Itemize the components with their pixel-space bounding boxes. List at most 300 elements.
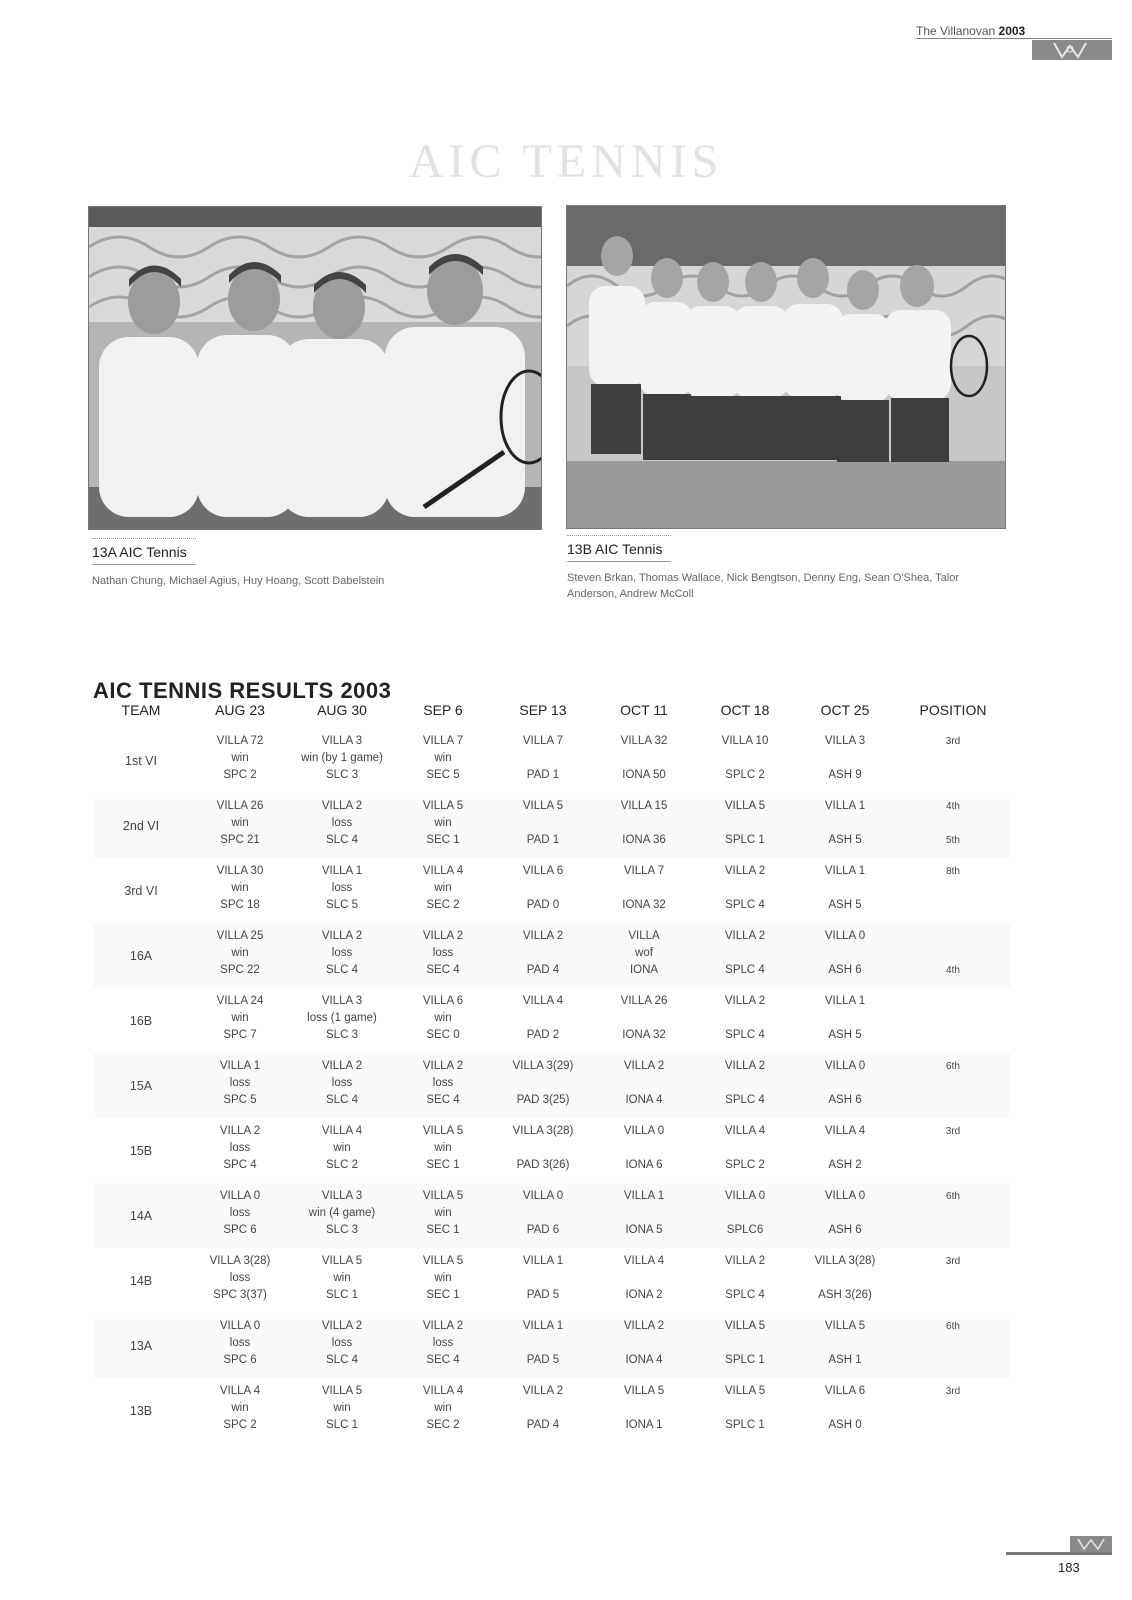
result-cell: [695, 1118, 795, 1183]
result-line: VILLA 4: [522, 995, 564, 1007]
result-line: VILLA 3: [824, 735, 866, 747]
position-text: [895, 1205, 1011, 1222]
result-line: [493, 1205, 593, 1222]
result-line: [695, 1205, 795, 1222]
position-text: 3rd: [945, 1386, 961, 1397]
photo-caption-13b: [567, 535, 997, 602]
result-line: [593, 815, 695, 832]
result-line: VILLA 5: [623, 1385, 665, 1397]
result-line: VILLA 24: [216, 995, 264, 1007]
result-line: VILLA 5: [321, 1255, 363, 1267]
result-cell: [695, 1313, 795, 1378]
result-line: VILLA 4: [724, 1125, 766, 1137]
result-line: IONA 5: [625, 1224, 663, 1236]
position-text: 6th: [946, 1191, 960, 1202]
position-text: [895, 928, 1011, 945]
results-row: [93, 1313, 1011, 1378]
result-line: VILLA 2: [724, 995, 766, 1007]
position-text: [895, 750, 1011, 767]
result-line: VILLA 2: [321, 800, 363, 812]
position-cell: [895, 1378, 1011, 1443]
result-line: PAD 6: [526, 1224, 560, 1236]
result-cell: [493, 1248, 593, 1313]
result-line: VILLA 1: [824, 865, 866, 877]
result-line: VILLA 2: [321, 1320, 363, 1332]
result-line: IONA 2: [625, 1289, 663, 1301]
result-line: VILLA 2: [724, 1060, 766, 1072]
result-line: VILLA 72: [216, 735, 264, 747]
result-line: VILLA 2: [724, 930, 766, 942]
position-cell: [895, 1313, 1011, 1378]
result-cell: [493, 1118, 593, 1183]
results-row: [93, 793, 1011, 858]
position-cell: [895, 728, 1011, 793]
result-line: [493, 815, 593, 832]
position-text: 5th: [946, 835, 960, 846]
result-line: ASH 2: [828, 1159, 862, 1171]
result-line: [795, 1075, 895, 1092]
result-line: [593, 880, 695, 897]
result-cell: [189, 1183, 291, 1248]
result-line: PAD 5: [526, 1289, 560, 1301]
result-line: VILLA 5: [522, 800, 564, 812]
result-line: VILLA 0: [219, 1320, 261, 1332]
position-text: 4th: [946, 965, 960, 976]
results-row: [93, 1053, 1011, 1118]
result-line: SPC 2: [223, 1419, 257, 1431]
result-line: VILLA 0: [824, 1190, 866, 1202]
result-cell: [795, 1053, 895, 1118]
result-cell: [189, 923, 291, 988]
position-text: [895, 1092, 1011, 1109]
result-line: [593, 1075, 695, 1092]
result-line: SPLC 4: [725, 1029, 765, 1041]
result-line: SEC 2: [426, 1419, 460, 1431]
result-line: VILLA 32: [620, 735, 668, 747]
result-line: [593, 1400, 695, 1417]
result-line: VILLA 15: [620, 800, 668, 812]
result-line: VILLA 3: [321, 735, 363, 747]
result-line: SLC 2: [326, 1159, 358, 1171]
result-line: [795, 1270, 895, 1287]
result-line: PAD 3(26): [516, 1159, 570, 1171]
position-text: [895, 1417, 1011, 1434]
result-cell: [291, 858, 393, 923]
result-line: [795, 1010, 895, 1027]
position-text: 4th: [946, 801, 960, 812]
results-row: [93, 988, 1011, 1053]
results-heading: AIC TENNIS RESULTS 2003: [93, 678, 392, 704]
result-line: [695, 1140, 795, 1157]
result-line: SPC 6: [223, 1354, 257, 1366]
result-line: [695, 1400, 795, 1417]
caption-names: Steven Brkan, Thomas Wallace, Nick Bengtson, Denny Eng, Sean O'Shea, Talor Anderson, Andrew McColl: [567, 572, 959, 600]
result-cell: [593, 1378, 695, 1443]
result-cell: [493, 858, 593, 923]
column-header: SEP 6: [423, 702, 463, 718]
result-line: IONA 36: [622, 834, 666, 846]
result-line: SEC 1: [426, 834, 460, 846]
result-line: VILLA 2: [422, 1320, 464, 1332]
result-line: [593, 750, 695, 767]
result-line: loss: [331, 817, 353, 829]
result-cell: [593, 1118, 695, 1183]
result-cell: [291, 1118, 393, 1183]
result-line: VILLA 1: [522, 1320, 564, 1332]
result-line: wof: [635, 947, 653, 959]
position-text: 3rd: [945, 1256, 961, 1267]
result-line: VILLA 2: [522, 1385, 564, 1397]
page-footer: [1006, 1536, 1112, 1580]
result-line: win: [231, 752, 249, 764]
position-text: [895, 1010, 1011, 1027]
position-text: 3rd: [945, 736, 961, 747]
caption-rule: [567, 535, 671, 536]
result-line: VILLA 25: [216, 930, 264, 942]
result-line: SEC 1: [426, 1224, 460, 1236]
result-line: [795, 750, 895, 767]
result-line: SEC 4: [426, 1354, 460, 1366]
results-row: [93, 1183, 1011, 1248]
result-line: IONA 4: [625, 1094, 663, 1106]
result-cell: [695, 793, 795, 858]
result-cell: [593, 858, 695, 923]
result-line: SLC 4: [326, 1354, 358, 1366]
running-header-text: [916, 24, 1025, 38]
result-line: SLC 3: [326, 1029, 358, 1041]
result-line: VILLA 1: [219, 1060, 261, 1072]
result-cell: [493, 728, 593, 793]
result-cell: [291, 1053, 393, 1118]
result-line: ASH 5: [828, 899, 862, 911]
result-line: SPC 4: [223, 1159, 257, 1171]
result-cell: [593, 1313, 695, 1378]
result-cell: [493, 793, 593, 858]
result-line: ASH 5: [828, 1029, 862, 1041]
result-line: SLC 4: [326, 964, 358, 976]
result-line: VILLA 6: [824, 1385, 866, 1397]
column-header: OCT 25: [820, 702, 870, 718]
team-name: 1st VI: [125, 753, 157, 768]
result-line: IONA: [629, 964, 659, 976]
result-line: SPLC 1: [725, 1419, 765, 1431]
result-line: loss: [432, 1337, 454, 1349]
result-cell: [493, 1053, 593, 1118]
result-line: loss: [331, 1337, 353, 1349]
column-header: AUG 23: [215, 702, 265, 718]
result-line: VILLA 10: [721, 735, 769, 747]
position-text: [895, 1027, 1011, 1044]
team-name: 14A: [93, 1183, 189, 1248]
result-line: VILLA 4: [623, 1255, 665, 1267]
result-line: [695, 815, 795, 832]
result-cell: [291, 1183, 393, 1248]
result-line: SEC 0: [426, 1029, 460, 1041]
result-line: ASH 6: [828, 964, 862, 976]
result-line: [795, 1400, 895, 1417]
result-line: SPC 5: [223, 1094, 257, 1106]
position-text: [895, 1222, 1011, 1239]
position-text: 8th: [946, 866, 960, 877]
result-line: VILLA 3(29): [512, 1060, 574, 1072]
result-line: win: [333, 1272, 351, 1284]
result-cell: [593, 923, 695, 988]
result-cell: [493, 1378, 593, 1443]
result-line: VILLA 30: [216, 865, 264, 877]
result-line: win: [231, 882, 249, 894]
position-text: [895, 815, 1011, 832]
team-name: 15A: [93, 1053, 189, 1118]
result-line: VILLA 5: [824, 1320, 866, 1332]
result-cell: [189, 988, 291, 1053]
column-header: SEP 13: [519, 702, 567, 718]
position-text: [895, 1140, 1011, 1157]
result-cell: [695, 1378, 795, 1443]
team-name: 3rd VI: [124, 883, 158, 898]
photo-caption-13a: [92, 538, 512, 589]
result-line: VILLA 2: [623, 1320, 665, 1332]
team-name: 13B: [129, 1403, 153, 1418]
result-line: SPLC 4: [725, 1289, 765, 1301]
result-line: SLC 3: [326, 1224, 358, 1236]
result-cell: [593, 793, 695, 858]
result-line: [795, 880, 895, 897]
result-line: VILLA 4: [321, 1125, 363, 1137]
result-line: [493, 880, 593, 897]
result-line: SPC 18: [220, 899, 260, 911]
result-line: SLC 4: [326, 1094, 358, 1106]
result-line: VILLA 26: [216, 800, 264, 812]
result-line: ASH 5: [828, 834, 862, 846]
result-line: SEC 1: [426, 1289, 460, 1301]
result-line: PAD 1: [526, 834, 560, 846]
result-line: [493, 750, 593, 767]
result-line: loss: [432, 947, 454, 959]
team-name: 13A: [93, 1313, 189, 1378]
result-line: VILLA 0: [219, 1190, 261, 1202]
position-text: [895, 880, 1011, 897]
result-line: PAD 2: [526, 1029, 560, 1041]
position-text: [895, 1075, 1011, 1092]
results-body: [93, 728, 1011, 1443]
result-cell: [393, 1053, 493, 1118]
result-cell: [695, 1183, 795, 1248]
result-line: VILLA 4: [422, 1385, 464, 1397]
result-line: VILLA 4: [824, 1125, 866, 1137]
result-cell: [795, 1183, 895, 1248]
header-rule: [916, 38, 1112, 39]
position-text: [895, 1157, 1011, 1174]
result-cell: [795, 728, 895, 793]
result-cell: [393, 1313, 493, 1378]
results-row: [93, 858, 1011, 923]
result-line: [695, 880, 795, 897]
result-line: IONA 1: [625, 1419, 663, 1431]
result-line: win: [434, 882, 452, 894]
result-line: VILLA 2: [623, 1060, 665, 1072]
result-line: SPLC 1: [725, 834, 765, 846]
result-line: ASH 0: [828, 1419, 862, 1431]
result-line: VILLA 3: [321, 1190, 363, 1202]
result-line: VILLA 1: [321, 865, 363, 877]
result-cell: [593, 1053, 695, 1118]
result-line: PAD 4: [526, 1419, 560, 1431]
result-cell: [393, 793, 493, 858]
results-table: [93, 692, 1011, 1443]
result-line: SEC 1: [426, 1159, 460, 1171]
result-line: SPC 21: [220, 834, 260, 846]
result-cell: [795, 1118, 895, 1183]
result-line: PAD 1: [526, 769, 560, 781]
position-text: 6th: [946, 1321, 960, 1332]
result-line: ASH 6: [828, 1224, 862, 1236]
result-cell: [393, 728, 493, 793]
result-line: VILLA 2: [422, 1060, 464, 1072]
results-row: [93, 1248, 1011, 1313]
result-line: [593, 1270, 695, 1287]
result-cell: [393, 1118, 493, 1183]
result-line: SLC 3: [326, 769, 358, 781]
result-cell: [795, 1248, 895, 1313]
caption-title: 13A AIC Tennis: [92, 544, 187, 560]
team-photo-13a: [88, 206, 542, 530]
column-header: TEAM: [121, 702, 161, 718]
result-cell: [695, 988, 795, 1053]
result-line: VILLA 3(28): [512, 1125, 574, 1137]
result-line: win: [231, 1012, 249, 1024]
caption-title: 13B AIC Tennis: [567, 541, 663, 557]
page-title: AIC TENNIS: [408, 135, 724, 189]
result-line: IONA 32: [622, 899, 666, 911]
result-line: [795, 815, 895, 832]
result-cell: [291, 1248, 393, 1313]
result-line: VILLA 1: [824, 800, 866, 812]
result-line: [695, 750, 795, 767]
result-cell: [795, 988, 895, 1053]
position-cell: [895, 1248, 1011, 1313]
result-line: loss (1 game): [307, 1012, 377, 1024]
result-line: VILLA 2: [724, 865, 766, 877]
result-line: [695, 1270, 795, 1287]
position-cell: [895, 858, 1011, 923]
caption-underline: [567, 561, 671, 562]
result-cell: [291, 1313, 393, 1378]
footer-rule: [1006, 1552, 1112, 1555]
result-line: VILLA 0: [824, 930, 866, 942]
team-name: 2nd VI: [93, 793, 189, 858]
result-line: VILLA 5: [422, 1255, 464, 1267]
result-line: win (by 1 game): [301, 752, 383, 764]
villanova-logo-icon: [1032, 40, 1112, 60]
result-line: SPLC 4: [725, 964, 765, 976]
result-cell: [189, 858, 291, 923]
result-line: ASH 6: [828, 1094, 862, 1106]
position-cell: [895, 1183, 1011, 1248]
result-cell: [795, 923, 895, 988]
result-line: win: [434, 1142, 452, 1154]
result-line: [695, 1335, 795, 1352]
result-cell: [795, 1378, 895, 1443]
result-line: [795, 1205, 895, 1222]
result-cell: [695, 923, 795, 988]
result-cell: [291, 793, 393, 858]
result-line: VILLA 5: [422, 1190, 464, 1202]
result-line: win: [231, 817, 249, 829]
position-text: [895, 993, 1011, 1010]
position-text: [895, 1287, 1011, 1304]
result-line: loss: [229, 1077, 251, 1089]
result-line: VILLA 7: [422, 735, 464, 747]
result-line: [795, 1140, 895, 1157]
result-line: loss: [229, 1142, 251, 1154]
team-name: 16B: [129, 1013, 153, 1028]
result-line: VILLA 0: [824, 1060, 866, 1072]
result-line: SPC 3(37): [213, 1289, 267, 1301]
result-line: VILLA 6: [522, 865, 564, 877]
result-line: SPLC 2: [725, 769, 765, 781]
result-line: win: [434, 1402, 452, 1414]
result-line: VILLA 2: [321, 1060, 363, 1072]
result-line: [593, 1335, 695, 1352]
position-cell: [895, 988, 1011, 1053]
caption-names: Nathan Chung, Michael Agius, Huy Hoang, Scott Dabelstein: [92, 575, 385, 587]
result-line: VILLA: [628, 930, 660, 942]
result-line: [593, 1140, 695, 1157]
result-line: VILLA 7: [623, 865, 665, 877]
result-line: PAD 5: [526, 1354, 560, 1366]
result-cell: [795, 793, 895, 858]
result-cell: [493, 923, 593, 988]
results-row: [93, 1118, 1011, 1183]
result-line: PAD 3(25): [516, 1094, 570, 1106]
result-line: SEC 5: [426, 769, 460, 781]
position-cell: [895, 793, 1011, 858]
result-line: VILLA 26: [620, 995, 668, 1007]
result-line: PAD 0: [526, 899, 560, 911]
result-cell: [695, 1053, 795, 1118]
result-cell: [291, 988, 393, 1053]
result-line: [795, 945, 895, 962]
result-line: win: [333, 1142, 351, 1154]
result-line: [493, 1010, 593, 1027]
result-line: SEC 4: [426, 964, 460, 976]
position-text: [895, 1270, 1011, 1287]
caption-underline: [92, 564, 196, 565]
result-line: loss: [229, 1337, 251, 1349]
column-header: AUG 30: [317, 702, 367, 718]
publication-name: The Villanovan: [916, 24, 996, 38]
results-header-row: [93, 692, 1011, 728]
result-line: VILLA 0: [522, 1190, 564, 1202]
result-line: SPC 22: [220, 964, 260, 976]
result-line: [593, 1010, 695, 1027]
result-line: SPLC6: [726, 1224, 764, 1236]
result-line: win: [434, 752, 452, 764]
result-line: VILLA 5: [724, 800, 766, 812]
running-header: [916, 24, 1112, 64]
position-text: [895, 767, 1011, 784]
team-name: 15B: [129, 1143, 153, 1158]
results-row: [93, 728, 1011, 793]
result-line: VILLA 3(28): [209, 1255, 271, 1267]
result-cell: [593, 728, 695, 793]
result-cell: [393, 1378, 493, 1443]
result-cell: [795, 1313, 895, 1378]
result-line: [593, 1205, 695, 1222]
result-line: VILLA 5: [321, 1385, 363, 1397]
result-line: SPC 2: [223, 769, 257, 781]
result-line: VILLA 2: [321, 930, 363, 942]
